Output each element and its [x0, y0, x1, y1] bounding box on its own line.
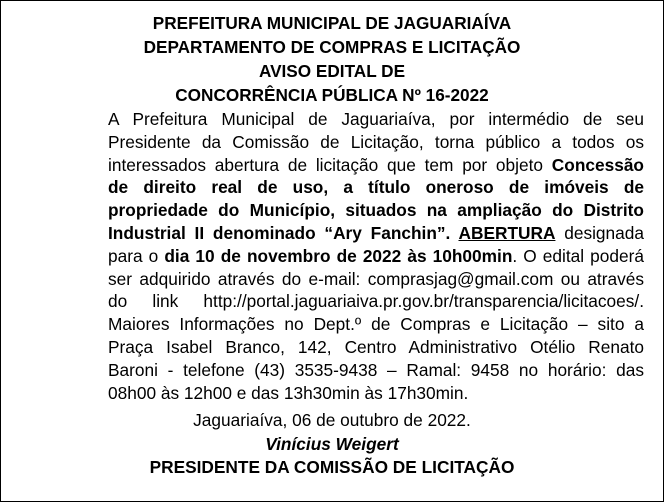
object-text: de direito real de uso, a título oneroso de imóveis de [108, 177, 644, 198]
header-aviso: AVISO EDITAL DE [258, 61, 406, 81]
body-line [108, 222, 644, 245]
body-text: . O edital poderá [512, 245, 644, 266]
body-line [108, 382, 644, 405]
phone-text: Baroni - telefone (43) 3535-9438 – Ramal: 9458 no horário: das [108, 359, 644, 380]
body-line [108, 313, 644, 336]
body-text: para o [108, 245, 165, 266]
hours-text: 08h00 às 12h00 e das 13h30min às 17h30min. [108, 382, 469, 403]
object-text: Industrial II denominado “Ary Fanchin”. [108, 222, 459, 243]
header-departamento: DEPARTAMENTO DE COMPRAS E LICITAÇÃO [143, 37, 521, 57]
body-text: Maiores Informações no Dept.º de Compras e Licitação – sito a [108, 314, 644, 335]
opening-date: dia 10 de novembro de 2022 às 10h00min [164, 245, 513, 266]
body-line [108, 154, 644, 177]
body-text: designada [555, 222, 644, 243]
body-line [108, 245, 644, 268]
signer-role: PRESIDENTE DA COMISSÃO DE LICITAÇÃO [149, 457, 515, 477]
body-line [108, 290, 644, 313]
contact-email-text: ser adquirido através do e-mail: comprasjag@gmail.com ou através [108, 268, 644, 289]
body-text: Presidente da Comissão de Licitação, torna público a todos os [108, 131, 644, 152]
body-line [108, 108, 644, 131]
body-line [108, 359, 644, 382]
body-line [108, 131, 644, 154]
body-line [108, 336, 644, 359]
header-prefeitura: PREFEITURA MUNICIPAL DE JAGUARIAÍVA [152, 13, 512, 33]
portal-link-text: do link http://portal.jaguariaiva.pr.gov.br/transparencia/licitacoes/. [108, 291, 644, 312]
object-text: Concessão [551, 154, 644, 175]
body-line [108, 199, 644, 222]
object-text: propriedade do Município, situados na ampliação do Distrito [108, 200, 644, 221]
body-text: A Prefeitura Municipal de Jaguariaíva, por intermédio de seu [108, 109, 644, 129]
body-line [108, 176, 644, 199]
body-line [108, 268, 644, 291]
header-concorrencia: CONCORRÊNCIA PÚBLICA Nº 16-2022 [175, 85, 489, 105]
signer-name: Vinícius Weigert [265, 434, 399, 454]
abertura-label: ABERTURA [458, 222, 556, 243]
address-text: Praça Isabel Branco, 142, Centro Administrativo Otélio Renato [108, 336, 644, 357]
place-date: Jaguariaíva, 06 de outubro de 2022. [193, 410, 471, 430]
notice-body [108, 108, 644, 404]
body-text: interessados abertura de licitação que tem por objeto [108, 154, 552, 175]
